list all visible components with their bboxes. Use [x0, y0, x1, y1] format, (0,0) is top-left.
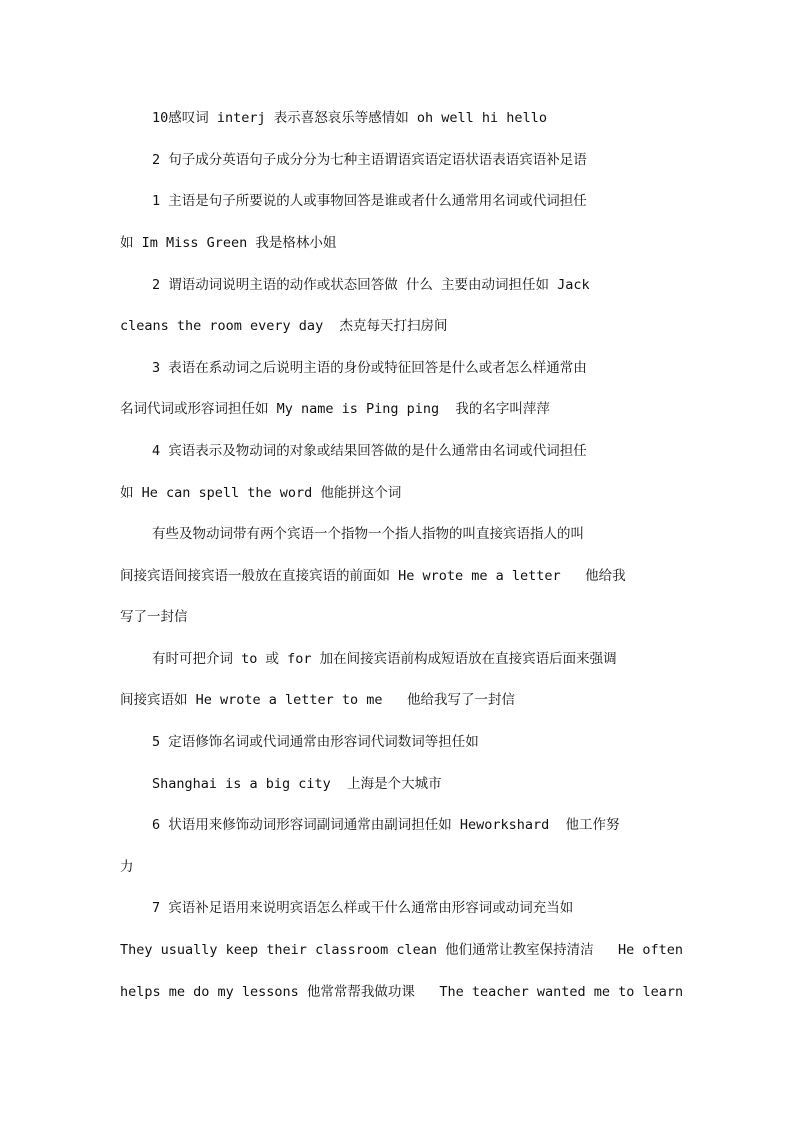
paragraph-attribute: 5 定语修饰名词或代词通常由形容词代词数词等担任如	[152, 734, 479, 750]
paragraph-double-object-end: 写了一封信	[120, 609, 188, 625]
paragraph-double-object-cont: 间接宾语间接宾语一般放在直接宾语的前面如 He wrote me a letter 他给我	[120, 568, 626, 584]
paragraph-prepositional: 有时可把介词 to 或 for 加在间接宾语前构成短语放在直接宾语后面来强调	[152, 651, 617, 667]
paragraph-adverbial-end: 力	[120, 859, 134, 875]
paragraph-double-object: 有些及物动词带有两个宾语一个指物一个指人指物的叫直接宾语指人的叫	[152, 526, 584, 542]
paragraph-sentence-components: 2 句子成分英语句子成分分为七种主语谓语宾语定语状语表语宾语补足语	[152, 152, 587, 168]
paragraph-predicative: 3 表语在系动词之后说明主语的身份或特征回答是什么或者怎么样通常由	[152, 360, 587, 376]
paragraph-predicative-example: 名词代词或形容词担任如 My name is Ping ping 我的名字叫萍萍	[120, 401, 550, 417]
paragraph-predicate-example: cleans the room every day 杰克每天打扫房间	[120, 318, 448, 334]
paragraph-object: 4 宾语表示及物动词的对象或结果回答做的是什么通常由名词或代词担任	[152, 443, 587, 459]
paragraph-object-complement-example-2: helps me do my lessons 他常常帮我做功课 The teacher wanted me to learn	[120, 984, 684, 1000]
paragraph-subject: 1 主语是句子所要说的人或事物回答是谁或者什么通常用名词或代词担任	[152, 193, 587, 209]
paragraph-prepositional-example: 间接宾语如 He wrote a letter to me 他给我写了一封信	[120, 692, 515, 708]
paragraph-predicate: 2 谓语动词说明主语的动作或状态回答做 什么 主要由动词担任如 Jack	[152, 277, 590, 293]
paragraph-subject-example: 如 Im Miss Green 我是格林小姐	[120, 235, 337, 251]
paragraph-attribute-example: Shanghai is a big city 上海是个大城市	[152, 776, 442, 792]
paragraph-object-complement-example-1: They usually keep their classroom clean 他们通常让教室保持清洁 He often	[120, 942, 684, 958]
paragraph-object-complement: 7 宾语补足语用来说明宾语怎么样或干什么通常由形容词或动词充当如	[152, 900, 574, 916]
paragraph-object-example: 如 He can spell the word 他能拼这个词	[120, 485, 402, 501]
paragraph-adverbial: 6 状语用来修饰动词形容词副词通常由副词担任如 Heworkshard 他工作努	[152, 817, 620, 833]
paragraph-interjection: 10感叹词 interj 表示喜怒哀乐等感情如 oh well hi hello	[152, 110, 547, 126]
